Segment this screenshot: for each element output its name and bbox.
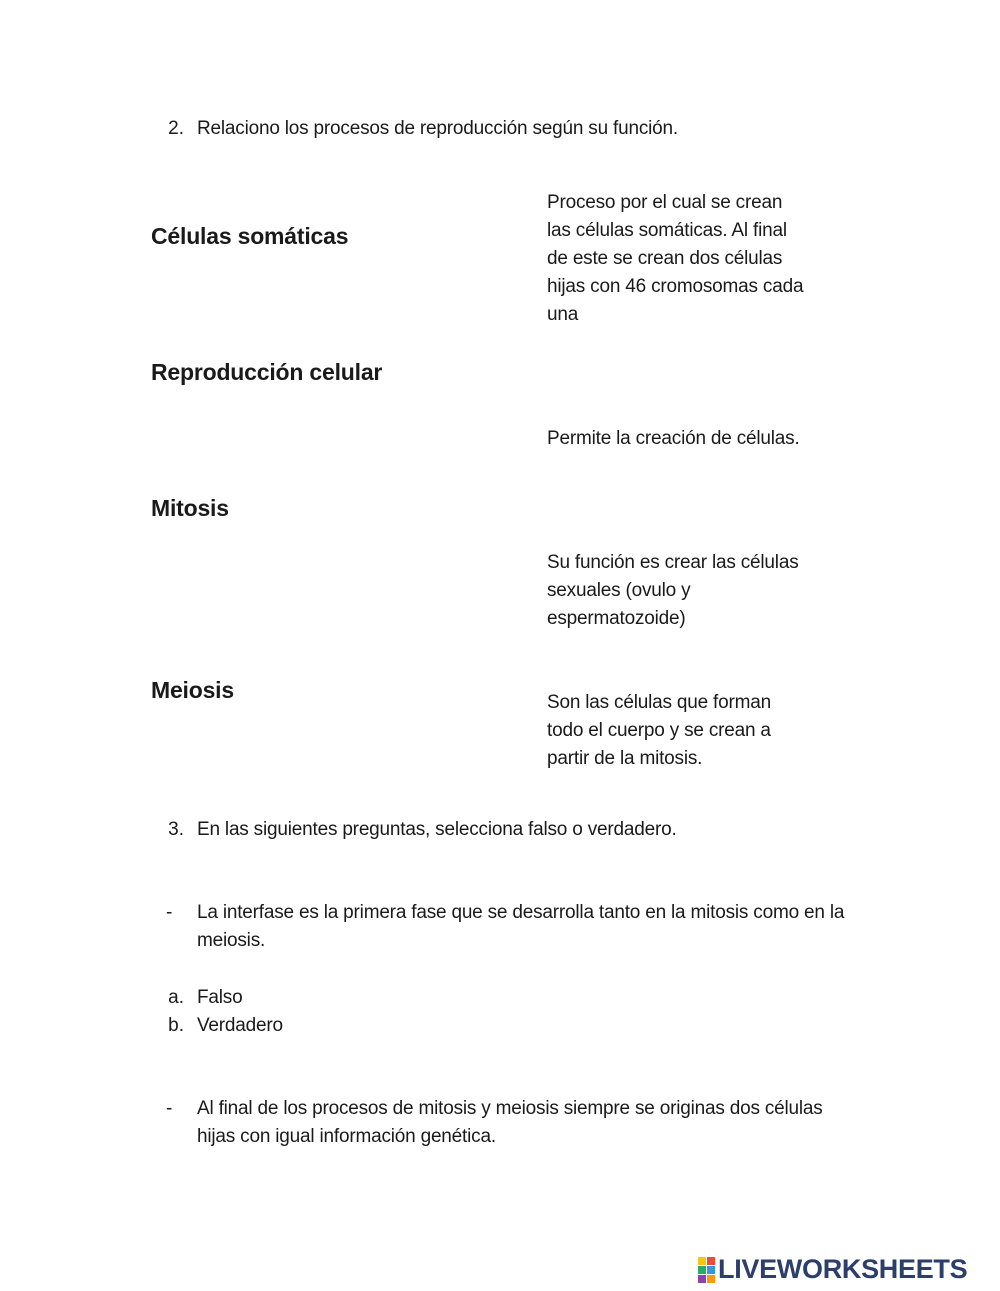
definition-cell-creation[interactable] (547, 425, 817, 453)
statement-1-bullet: - (166, 902, 173, 923)
statement-2-bullet: - (166, 1098, 173, 1119)
definition-line: hijas con 46 cromosomas cada (547, 276, 804, 297)
question-2-number: 2. (168, 118, 184, 139)
option-a-letter: a. (168, 987, 184, 1008)
logo-text: LIVEWORKSHEETS (718, 1254, 968, 1284)
definition-mitosis-process[interactable] (547, 189, 817, 329)
definition-line: las células somáticas. Al final (547, 220, 787, 241)
question-2-text: Relaciono los procesos de reproducción según su función. (197, 118, 678, 139)
logo-tile (698, 1257, 706, 1265)
definition-line: una (547, 304, 579, 325)
statement-1-line-2: meiosis. (197, 930, 266, 951)
logo-tile (707, 1266, 715, 1274)
question-3-text: En las siguientes preguntas, selecciona falso o verdadero. (197, 819, 677, 840)
option-verdadero[interactable]: Verdadero (197, 1015, 283, 1036)
question-3-number: 3. (168, 819, 184, 840)
statement-2-line-2: hijas con igual información genética. (197, 1126, 496, 1147)
term-celulas-somaticas[interactable]: Células somáticas (151, 223, 349, 249)
option-b-letter: b. (168, 1015, 184, 1036)
logo-tile (698, 1266, 706, 1274)
logo-mark-icon (698, 1257, 715, 1283)
definition-line: Permite la creación de células. (547, 428, 800, 449)
term-meiosis[interactable]: Meiosis (151, 677, 234, 703)
definition-body-cells[interactable] (547, 689, 817, 773)
logo-tile (707, 1257, 715, 1265)
definition-line: todo el cuerpo y se crean a (547, 720, 771, 741)
definition-line: Proceso por el cual se crean (547, 192, 783, 213)
definition-line: Son las células que forman (547, 692, 771, 713)
term-mitosis[interactable]: Mitosis (151, 495, 229, 521)
statement-2-line-1: Al final de los procesos de mitosis y meiosis siempre se originas dos células (197, 1098, 823, 1119)
definition-line: espermatozoide) (547, 608, 686, 629)
definition-line: Su función es crear las células (547, 552, 799, 573)
liveworksheets-logo (698, 1254, 967, 1285)
definition-line: partir de la mitosis. (547, 748, 703, 769)
logo-tile (707, 1275, 715, 1283)
statement-1-line-1: La interfase es la primera fase que se desarrolla tanto en la mitosis como en la (197, 902, 845, 923)
definition-line: sexuales (ovulo y (547, 580, 691, 601)
definition-line: de este se crean dos células (547, 248, 783, 269)
logo-tile (698, 1275, 706, 1283)
definition-sex-cells[interactable] (547, 549, 817, 633)
option-falso[interactable]: Falso (197, 987, 243, 1008)
term-reproduccion-celular[interactable]: Reproducción celular (151, 359, 383, 385)
